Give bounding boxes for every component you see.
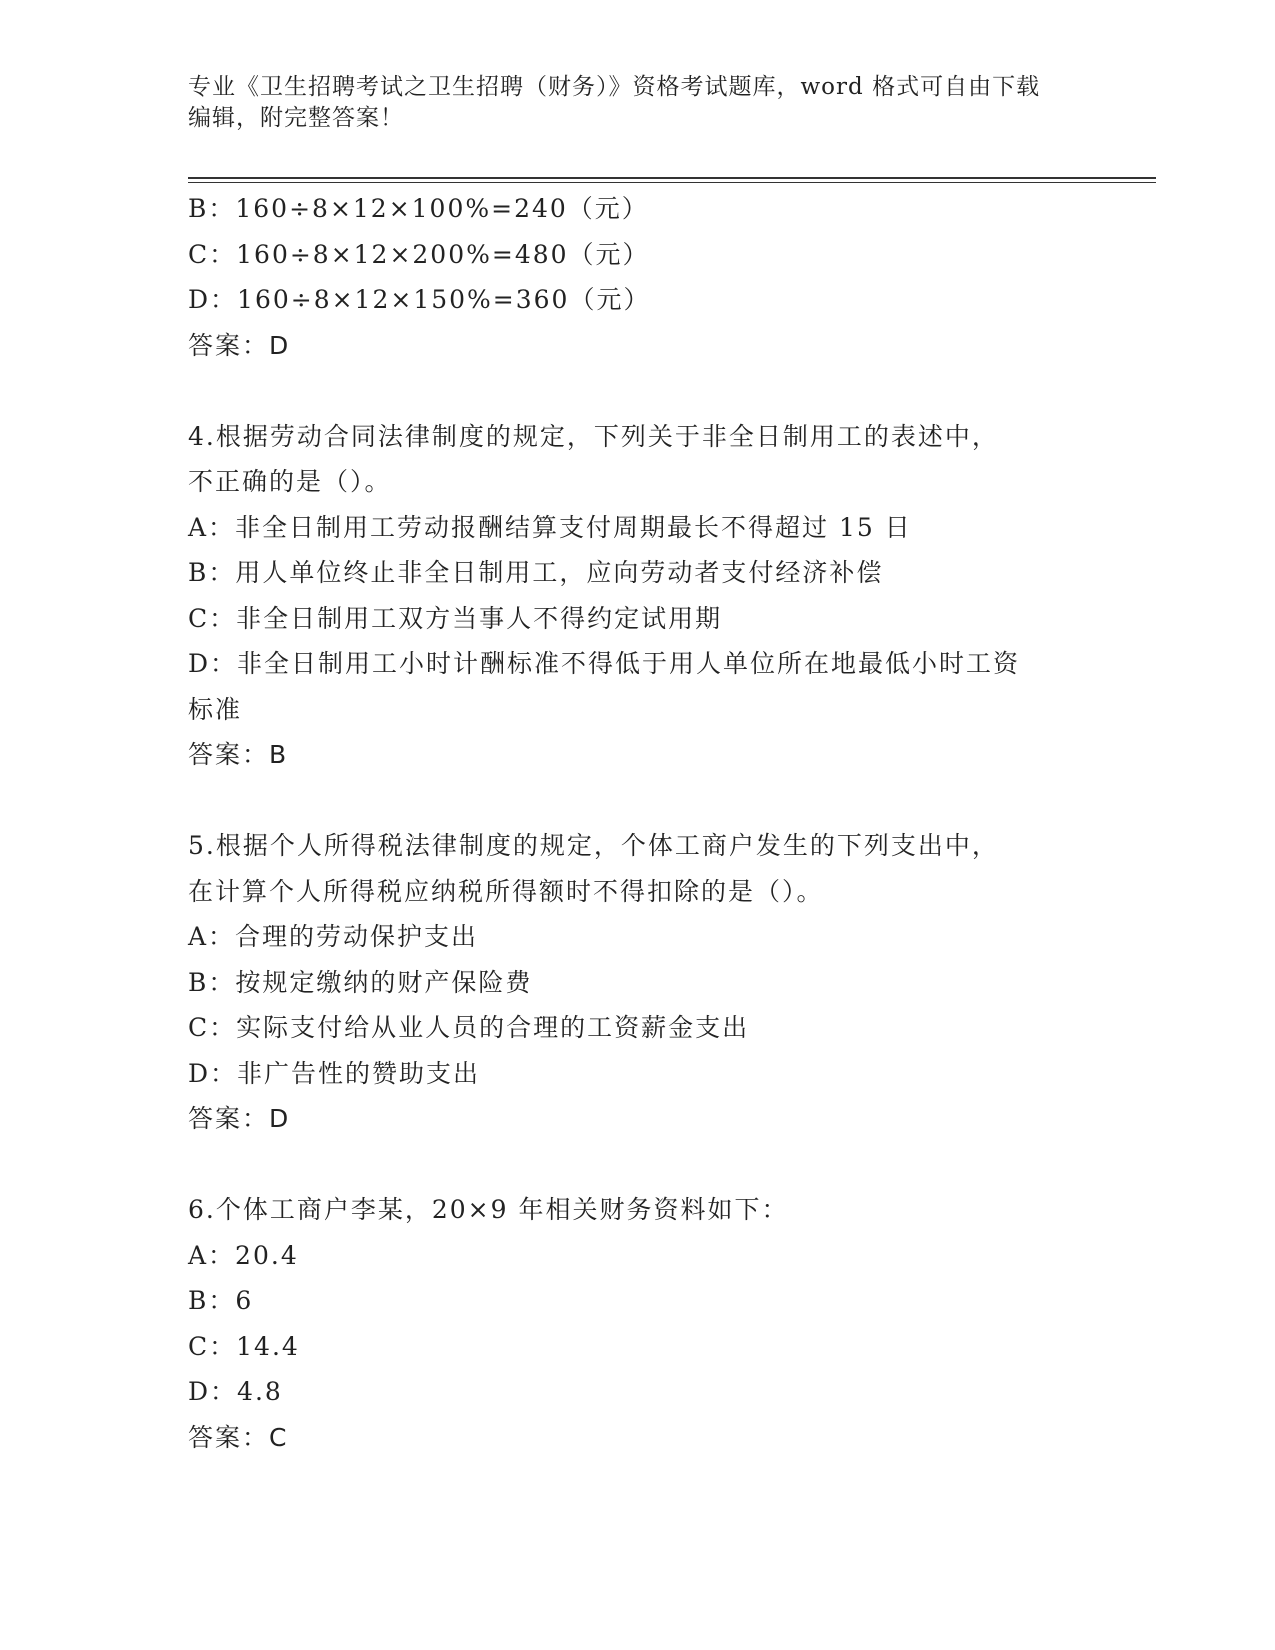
question-list xyxy=(188,186,1088,1460)
answer: 答案：D xyxy=(188,330,291,360)
question-5 xyxy=(188,823,1088,1142)
option-b: B：用人单位终止非全日制用工，应向劳动者支付经济补偿 xyxy=(188,558,884,587)
option-a: A：非全日制用工劳动报酬结算支付周期最长不得超过 15 日 xyxy=(188,512,912,542)
option-d: D：4.8 xyxy=(188,1377,283,1406)
option-a: A：20.4 xyxy=(188,1240,299,1270)
question-4 xyxy=(188,414,1088,778)
spacer xyxy=(188,778,1088,824)
option-a: A：合理的劳动保护支出 xyxy=(188,922,479,951)
question-3 xyxy=(188,186,1088,368)
option-c: C：14.4 xyxy=(188,1331,300,1361)
option-d-continued: 标准 xyxy=(188,694,243,724)
option-c: C：非全日制用工双方当事人不得约定试用期 xyxy=(188,603,723,633)
question-stem-continued: 在计算个人所得税应纳税所得额时不得扣除的是（）。 xyxy=(188,876,824,906)
option-d: D：非广告性的赞助支出 xyxy=(188,1058,481,1088)
answer: 答案：D xyxy=(188,1104,291,1133)
spacer xyxy=(188,368,1088,414)
spacer xyxy=(188,1142,1088,1188)
option-d: D：160÷8×12×150%=360（元） xyxy=(188,285,651,314)
header-line-1: 专业《卫生招聘考试之卫生招聘（财务）》资格考试题库，word 格式可自由下载 xyxy=(188,74,1041,100)
option-c: C：实际支付给从业人员的合理的工资薪金支出 xyxy=(188,1013,750,1042)
option-b: B：160÷8×12×100%=240（元） xyxy=(188,194,649,223)
option-d: D：非全日制用工小时计酬标准不得低于用人单位所在地最低小时工资 xyxy=(188,649,1021,678)
question-stem-continued: 不正确的是（）。 xyxy=(188,467,392,496)
option-b: B：按规定缴纳的财产保险费 xyxy=(188,967,533,997)
option-c: C：160÷8×12×200%=480（元） xyxy=(188,239,650,269)
header-divider xyxy=(188,177,1156,183)
answer: 答案：B xyxy=(188,740,289,769)
document-header xyxy=(188,72,1088,134)
answer: 答案：C xyxy=(188,1422,289,1452)
question-stem: 6.个体工商户李某，20×9 年相关财务资料如下： xyxy=(188,1195,789,1224)
header-line-2: 编辑，附完整答案！ xyxy=(188,105,404,131)
question-stem: 5.根据个人所得税法律制度的规定，个体工商户发生的下列支出中， xyxy=(188,831,999,860)
question-6 xyxy=(188,1187,1088,1460)
question-stem: 4.根据劳动合同法律制度的规定，下列关于非全日制用工的表述中， xyxy=(188,421,999,451)
option-b: B：6 xyxy=(188,1286,254,1315)
